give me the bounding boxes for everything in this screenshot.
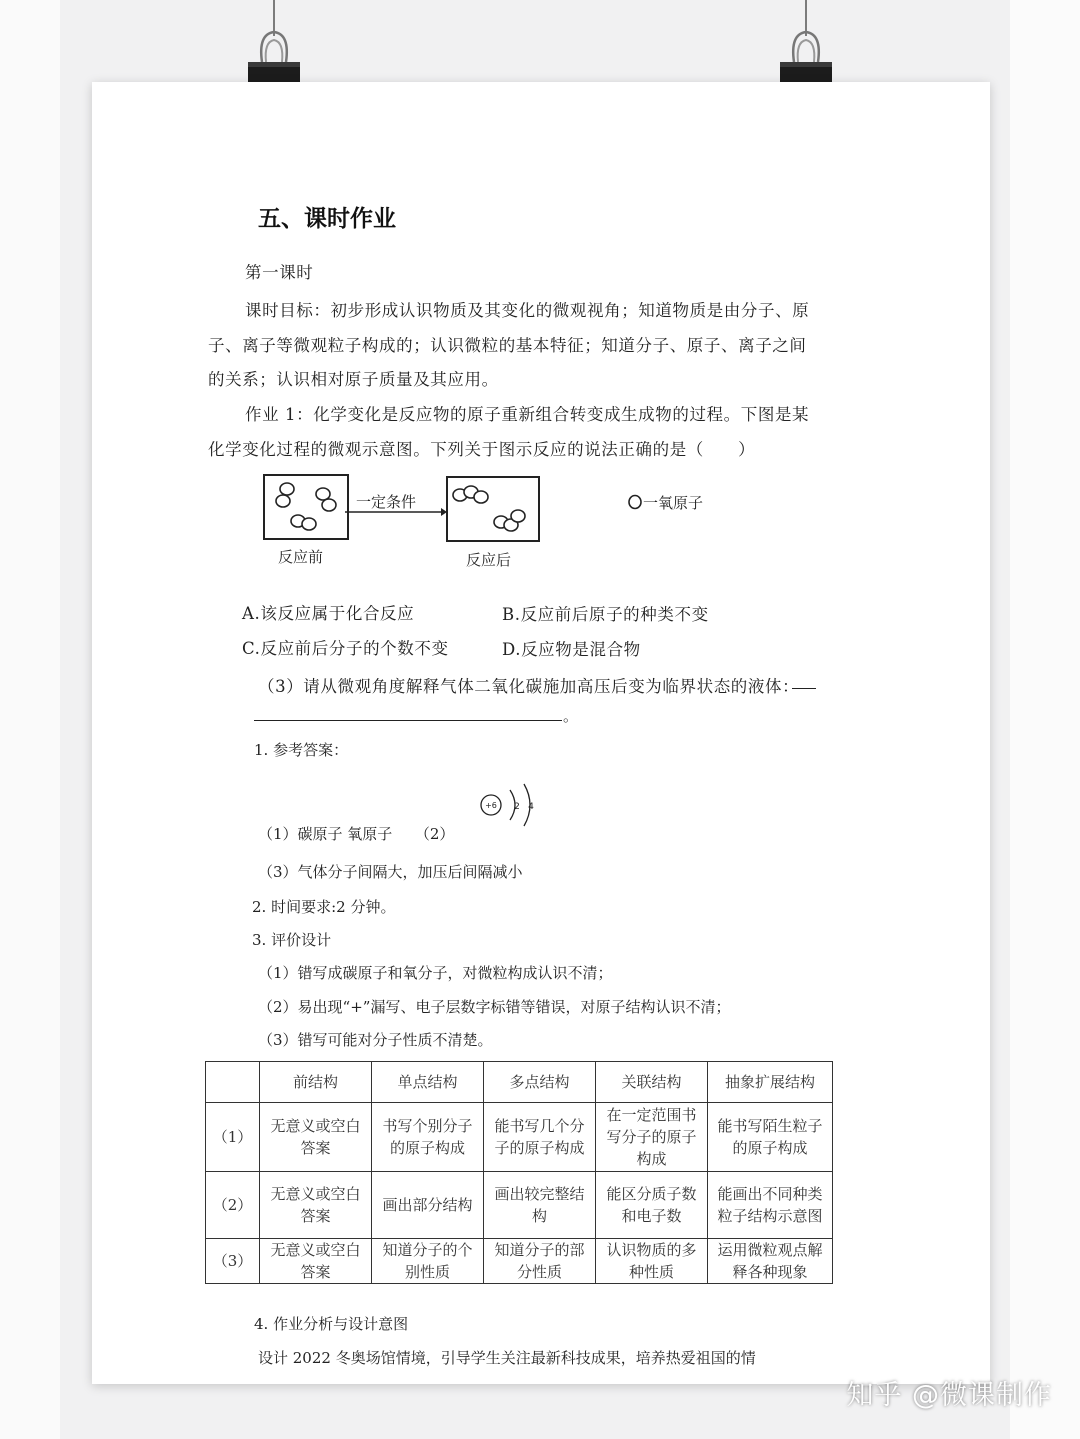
task-line-1: 作业 1：化学变化是反应物的原子重新组合转变成生成物的过程。下图是某 [245,405,810,424]
watermark: 知乎 @微课制作 [846,1380,1052,1411]
evaluation-item-3: （3）错写可能对分子性质不清楚。 [258,1031,493,1049]
evaluation-item-2: （2）易出现“+”漏写、电子层数字标错等错误，对原子结构认识不清； [258,998,731,1016]
table-cell: 能区分质子数和电子数 [596,1172,708,1239]
table-cell: 无意义或空白答案 [260,1239,372,1284]
table-cell: 认识物质的多种性质 [596,1239,708,1284]
goal-line-2: 子、离子等微观粒子构成的；认识微粒的基本特征；知道分子、原子、离子之间 [208,336,807,355]
goal-line-1: 课时目标：初步形成认识物质及其变化的微观视角；知道物质是由分子、原 [245,301,810,320]
analysis-text: 设计 2022 冬奥场馆情境，引导学生关注最新科技成果，培养热爱祖国的情 [258,1349,756,1367]
table-cell: 无意义或空白答案 [260,1103,372,1172]
table-header-cell: 关联结构 [596,1062,708,1103]
table-header-cell: 单点结构 [372,1062,484,1103]
option-b: B.反应前后原子的种类不变 [502,605,709,624]
after-label: 反应后 [466,551,512,569]
table-cell: （2） [206,1172,260,1239]
background-right [1010,0,1080,1439]
analysis-heading: 4. 作业分析与设计意图 [254,1315,409,1333]
answer-1: （1）碳原子 氧原子 （2） [258,825,455,843]
time-requirement: 2. 时间要求:2 分钟。 [252,898,396,916]
table-header-cell: 多点结构 [484,1062,596,1103]
table-cell: 无意义或空白答案 [260,1172,372,1239]
lesson-label: 第一课时 [245,263,314,282]
answer-blank-line [254,720,562,721]
evaluation-heading: 3. 评价设计 [252,931,332,949]
table-cell: 在一定范围书写分子的原子构成 [596,1103,708,1172]
after-reaction-box [446,476,540,542]
after-molecules-icon [448,478,538,540]
evaluation-item-1: （1）错写成碳原子和氧分子，对微粒构成认识不清； [258,964,613,982]
table-header-cell [206,1062,260,1103]
table-cell: 画出较完整结构 [484,1172,596,1239]
reaction-arrow-icon [345,506,447,518]
table-cell: （1） [206,1103,260,1172]
table-row [206,1239,833,1284]
before-label: 反应前 [278,548,324,566]
task-line-2: 化学变化过程的微观示意图。下列关于图示反应的说法正确的是（ ） [208,440,756,459]
answer-heading: 1. 参考答案： [254,741,349,759]
before-molecules-icon [265,476,347,538]
table-cell: 能书写陌生粒子的原子构成 [708,1103,833,1172]
table-cell: 知道分子的部分性质 [484,1239,596,1284]
table-header-cell: 前结构 [260,1062,372,1103]
goal-line-3: 的关系；认识相对原子质量及其应用。 [208,370,499,389]
carbon-atom-structure-icon [476,778,542,832]
section-title: 五、课时作业 [258,206,396,232]
table-cell: 运用微粒观点解释各种现象 [708,1239,833,1284]
shell-1-electrons: 2 [514,802,520,812]
table-cell: 能画出不同种类粒子结构示意图 [708,1172,833,1239]
table-row [206,1103,833,1172]
reaction-condition: 一定条件 [356,493,417,511]
table-cell: 能书写几个分子的原子构成 [484,1103,596,1172]
answer-3: （3）气体分子间隔大，加压后间隔减小 [258,863,523,881]
background-left [0,0,60,1439]
table-header-row [206,1062,833,1103]
answer-blank-end: 。 [563,707,579,725]
oxygen-atom-icon [627,494,643,510]
option-c: C.反应前后分子的个数不变 [242,639,449,658]
table-cell: 知道分子的个别性质 [372,1239,484,1284]
option-a: A.该反应属于化合反应 [242,604,415,623]
answer-blank-start [792,688,816,689]
table-row [206,1172,833,1239]
nucleus-charge: +6 [485,801,497,810]
shell-2-electrons: 4 [528,802,534,812]
evaluation-table [205,1061,833,1284]
table-cell: 书写个别分子的原子构成 [372,1103,484,1172]
option-d: D.反应物是混合物 [502,640,641,659]
table-cell: 画出部分结构 [372,1172,484,1239]
table-header-cell: 抽象扩展结构 [708,1062,833,1103]
table-cell: （3） [206,1239,260,1284]
question-3: （3）请从微观角度解释气体二氧化碳施加高压后变为临界状态的液体： [258,677,800,696]
legend-label: 一氧原子 [643,494,704,512]
before-reaction-box [263,474,349,540]
